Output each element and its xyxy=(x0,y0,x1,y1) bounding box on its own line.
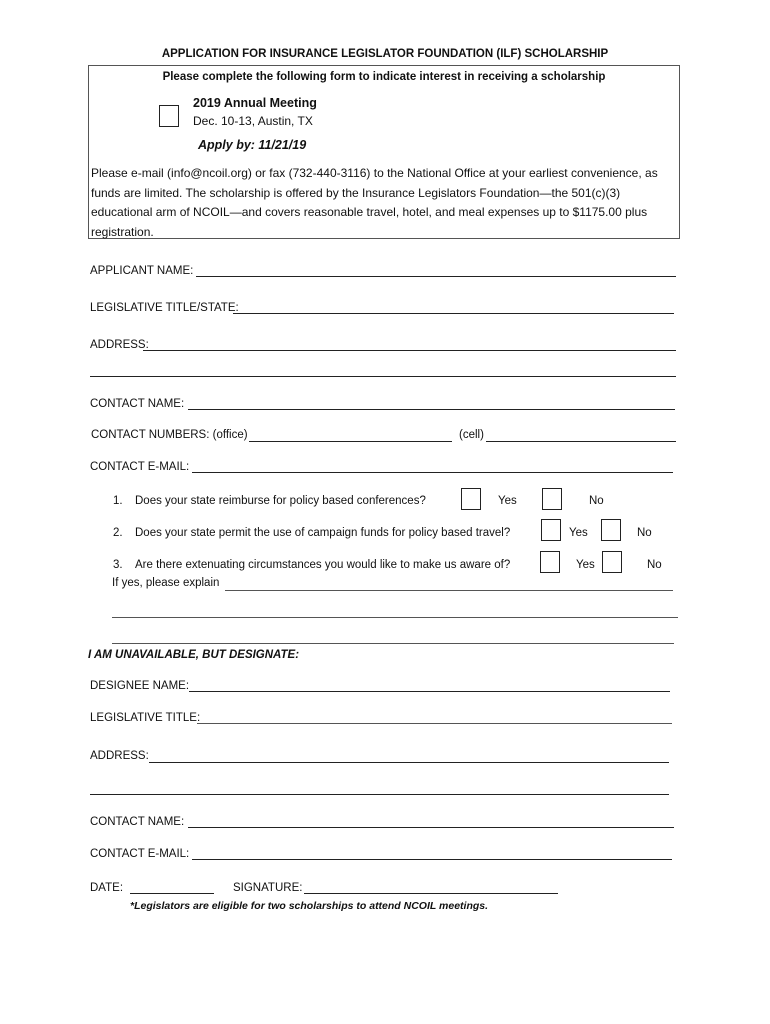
explain-label: If yes, please explain xyxy=(112,577,220,589)
designee-contact-email-label: CONTACT E-MAIL: xyxy=(90,848,190,860)
designee-title-label: LEGISLATIVE TITLE: xyxy=(90,712,201,724)
question-2-number: 2. xyxy=(113,527,123,539)
designee-name-field[interactable] xyxy=(189,691,670,692)
explain-field-line-1[interactable] xyxy=(225,590,673,591)
question-2-yes-label: Yes xyxy=(569,527,588,539)
contact-name-label: CONTACT NAME: xyxy=(90,398,185,410)
cell-label: (cell) xyxy=(459,429,484,441)
designee-contact-name-field[interactable] xyxy=(188,827,674,828)
legislative-title-field[interactable] xyxy=(233,313,674,314)
question-1-no-checkbox[interactable] xyxy=(542,488,562,510)
question-3-yes-label: Yes xyxy=(576,559,595,571)
applicant-name-field[interactable] xyxy=(196,276,676,277)
designee-address-field-line-2[interactable] xyxy=(90,794,669,795)
question-3-number: 3. xyxy=(113,559,123,571)
legislative-title-label: LEGISLATIVE TITLE/STATE: xyxy=(90,302,239,314)
question-3-no-label: No xyxy=(647,559,662,571)
form-title: APPLICATION FOR INSURANCE LEGISLATOR FOUNDATION (ILF) SCHOLARSHIP xyxy=(161,48,609,60)
office-phone-field[interactable] xyxy=(249,441,452,442)
contact-email-label: CONTACT E-MAIL: xyxy=(90,461,190,473)
contact-numbers-label: CONTACT NUMBERS: (office) xyxy=(91,429,248,441)
designee-heading: I AM UNAVAILABLE, BUT DESIGNATE: xyxy=(88,649,300,661)
explain-field-line-2[interactable] xyxy=(112,617,678,618)
question-1-yes-label: Yes xyxy=(498,495,517,507)
address-field-line-2[interactable] xyxy=(90,376,676,377)
explain-field-line-3[interactable] xyxy=(112,643,674,644)
question-2-no-checkbox[interactable] xyxy=(601,519,621,541)
contact-email-field[interactable] xyxy=(192,472,673,473)
form-subtitle: Please complete the following form to indicate interest in receiving a scholarship xyxy=(162,71,606,83)
designee-address-field-line-1[interactable] xyxy=(149,762,669,763)
address-label: ADDRESS: xyxy=(90,339,149,351)
contact-name-field[interactable] xyxy=(188,409,675,410)
question-1-number: 1. xyxy=(113,495,123,507)
meeting-title: 2019 Annual Meeting xyxy=(193,96,317,110)
question-3-yes-checkbox[interactable] xyxy=(540,551,560,573)
cell-phone-field[interactable] xyxy=(486,441,676,442)
designee-name-label: DESIGNEE NAME: xyxy=(90,680,190,692)
question-3-no-checkbox[interactable] xyxy=(602,551,622,573)
question-2-yes-checkbox[interactable] xyxy=(541,519,561,541)
designee-address-label: ADDRESS: xyxy=(90,750,149,762)
designee-contact-email-field[interactable] xyxy=(192,859,672,860)
eligibility-note: *Legislators are eligible for two scholarships to attend NCOIL meetings. xyxy=(130,900,489,912)
signature-label: SIGNATURE: xyxy=(233,882,303,894)
designee-title-field[interactable] xyxy=(197,723,672,724)
applicant-name-label: APPLICANT NAME: xyxy=(90,265,194,277)
question-3-text: Are there extenuating circumstances you would like to make us aware of? xyxy=(135,559,511,571)
meeting-checkbox[interactable] xyxy=(159,105,179,127)
apply-by-date: Apply by: 11/21/19 xyxy=(198,138,307,152)
question-1-text: Does your state reimburse for policy based conferences? xyxy=(135,495,426,507)
signature-field[interactable] xyxy=(304,893,558,894)
designee-contact-name-label: CONTACT NAME: xyxy=(90,816,185,828)
question-1-no-label: No xyxy=(589,495,604,507)
address-field-line-1[interactable] xyxy=(143,350,676,351)
date-label: DATE: xyxy=(90,882,124,894)
question-2-text: Does your state permit the use of campaign funds for policy based travel? xyxy=(135,527,511,539)
meeting-date: Dec. 10-13, Austin, TX xyxy=(193,114,313,128)
question-2-no-label: No xyxy=(637,527,652,539)
instructions-paragraph: Please e-mail (info@ncoil.org) or fax (732-440-3116) to the National Office at your earliest convenience, as funds are limited. The scholarship is offered by the Insurance Legislators Foundation—the 501(c)(3) educational arm of NCOIL—and covers reasonable travel, hotel, and meal expenses up to $1175.00 plus registration. xyxy=(91,166,658,239)
question-1-yes-checkbox[interactable] xyxy=(461,488,481,510)
date-field[interactable] xyxy=(130,893,214,894)
